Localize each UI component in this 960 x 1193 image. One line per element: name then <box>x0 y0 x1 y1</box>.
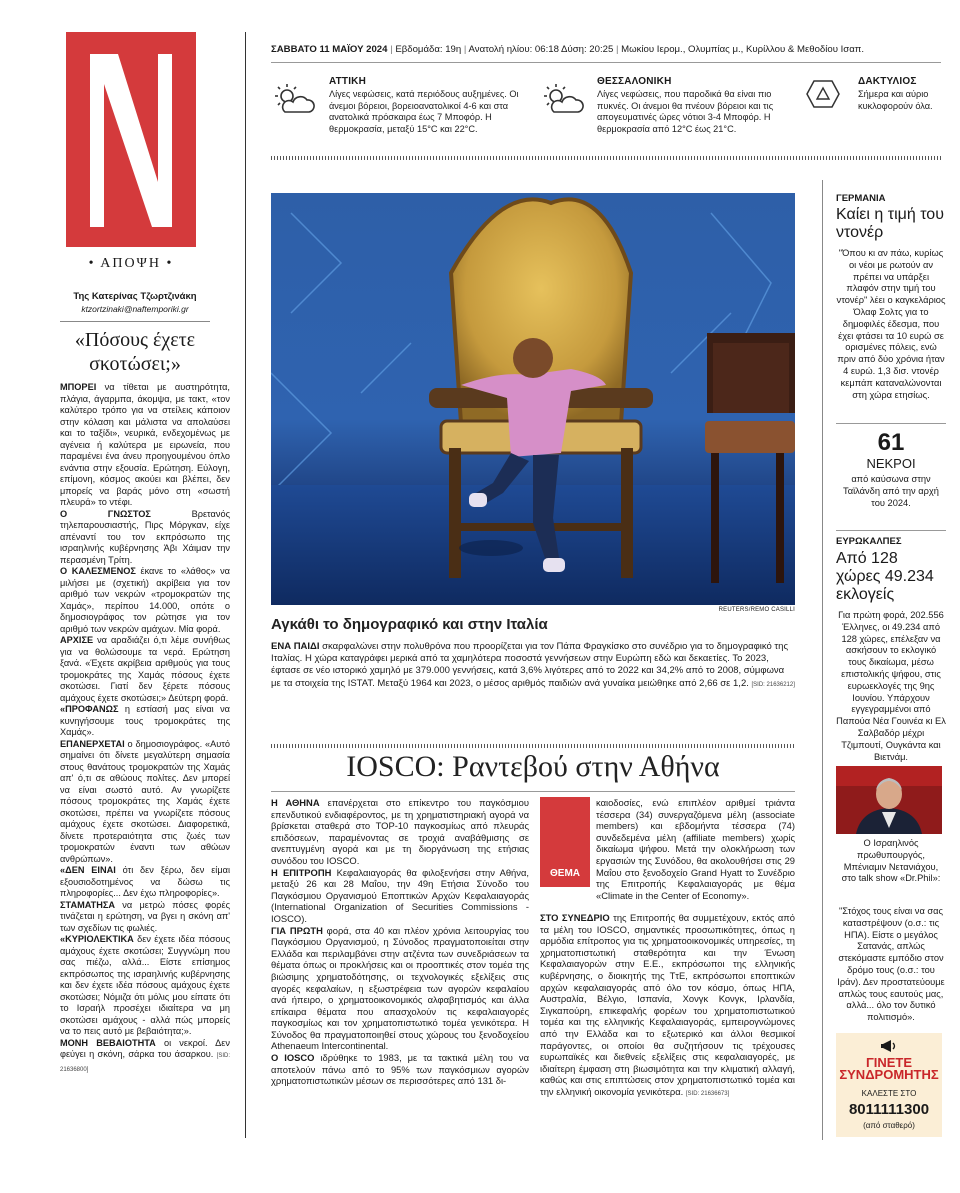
dead-text: από καύσωνα στην Ταϊλάνδη από την αρχή του 2024. <box>843 474 939 508</box>
iosco-column-1 <box>271 797 529 1087</box>
netanyahu-quote: "Στόχος τους είναι να σας καταστρέψουν (ο.σ.: τις ΗΠΑ). Είστε ο μεγάλος Σατανάς, απλώς στεκόμαστε εμπόδιο στον δρόμο τους (ο.σ.: του Ιράν). Δεν προστατεύουμε απλώς τους εαυτούς μας, αλλά... όλο τον δυτικό πολιτισμό». <box>837 906 945 1023</box>
subscribe-note: (από σταθερό) <box>863 1121 915 1130</box>
photo-child-on-chair <box>271 193 795 605</box>
subscribe-call: ΚΑΛΕΣΤΕ ΣΤΟ <box>861 1089 917 1098</box>
section-label: • ΑΠΟΨΗ • <box>88 256 174 271</box>
reference-id: [SID: 21636673] <box>685 1090 730 1097</box>
weather-text: Σήμερα και αύριο κυκλοφορούν όλα. <box>858 89 933 111</box>
germany-title: Καίει η τιμή του ντονέρ <box>836 206 944 241</box>
paragraph-lead: Ο IOSCO <box>271 1052 315 1064</box>
netanyahu-portrait <box>836 766 942 834</box>
iosco-column-2 <box>540 912 795 1101</box>
paragraph <box>60 739 230 866</box>
paragraph-text: ότι δεν ξέρω, δεν είμαι εξουσιοδοτημένος να δώσω τις πληροφορίες... Δεν έχω πληροφορίες». <box>60 865 230 898</box>
photo-credit: REUTERS/REMO CASILLI <box>718 607 795 613</box>
delta-sign-icon <box>805 79 841 109</box>
paragraph-text: φορά, στα 40 και πλέον χρόνια λειτουργίας του Παγκόσμιου Οργανισμού, η Σύνοδος πραγματοποιείται στην Ελλάδα και περιλαμβάνει στην ατζέντα των συνεδριάσεων τα θέματα όπως οι προκλήσεις και οι προοπτικές στον τομέα της βιώσιμης χρηματοδότησης, οι τεχνολογικές εξελίξεις στις αγορές κεφαλαίων, η εξωστρέφεια των αγορών κεφαλαίου ανά ήπειρο, ο χρηματοοικονομικός αλφαβητισμός και άλλα επίκαιρα θέματα που απασχολούν τις κεφαλαιαγορές παγκοσμίως και τον χρηματοπιστωτικό τομέα γενικότερα. Η Σύνοδος θα πραγματοποιηθεί στους χώρους του ξενοδοχείου Athenaeum Intercontinental. <box>271 924 529 1052</box>
paragraph-lead: ΣΤΑΜΑΤΗΣΑ <box>60 899 115 910</box>
opinion-title: «Πόσους έχετε σκοτώσει;» <box>74 329 196 375</box>
paragraph-lead: ΣΤΟ ΣΥΝΕΔΡΙΟ <box>540 912 610 923</box>
euroelections-kicker: ΕΥΡΩΚΑΛΠΕΣ <box>836 536 902 547</box>
partly-cloudy-icon <box>540 82 584 116</box>
paragraph-text: έκανε το «λάθος» να μιλήσει με (σχετική) ακρίβεια για τον αριθμό των νεκρών «τρομοκρατών της Χαμάς», περίπου 14.000, οπότε ο δημοσιογράφος τον ρώτησε για τον αριθμό των νεκρών αμάχων. Μία φορά. <box>60 566 230 634</box>
main-photo <box>271 193 795 605</box>
subscribe-title-1: ΓΙΝΕΤΕ <box>865 1055 913 1070</box>
subscribe-box[interactable] <box>836 1033 942 1137</box>
italy-ref: [SID: 21636212] <box>751 681 795 688</box>
weather-text: Λίγες νεφώσεις, που παροδικά θα είναι πιο πυκνές. Οι άνεμοι θα πνέουν βόρειοι και τις απογευματινές ώρες νότιοι 3-4 Μποφόρ. Η θερμοκρασία από 12°C έως 21°C. <box>597 89 774 134</box>
weather-attica <box>271 76 521 156</box>
opinion-body <box>60 382 230 1076</box>
namedays: Μωκίου Ιερομ., Ολυμπίας μ., Κυρίλλου & Μεθοδίου Ισαπ. <box>621 44 865 55</box>
italy-text <box>271 641 795 691</box>
paragraph-text: της Επιτροπής θα συμμετέχουν, εκτός από τα μέλη του IOSCO, σημαντικές προσωπικότητες, όπως η αρμόδια επίτροπος για τις χρηματοοικονομικές υπηρεσίες, τη χρηματοπιστωτική σταθερότητα και την Ένωση Κεφαλαιαγορών στην Ε.Ε., εκπρόσωποι της ελληνικής κυβέρνησης, ο διοικητής της ΤτΕ, εκπρόσωποι εποπτικών αρχών κεφαλαιαγοράς από όλο τον κόσμο, όπως ΗΠΑ, Αυστραλία, Βέλγιο, Ισπανία, Χονγκ Κονγκ, Ιρλανδία, Σιγκαπούρη, επικεφαλής φορέων του χρηματοπιστωτικού τομέα και της ελληνικής Κεφαλαιαγοράς, εμπειρογνώμονες από την Ελλάδα και το εξωτερικό και άλλοι θεσμικοί παράγοντες, οι οποίοι θα συζητήσουν τις τρέχουσες ευρωπαϊκές και διεθνείς εξελίξεις στις κεφαλαιαγορές, με ιδιαίτερη έμφαση στη βιωσιμότητα και την κλιματική αλλαγή, καθώς και στις επιπτώσεις στον χρηματοπιστωτικό τομέα και την ελληνική οικονομία γενικότερα. <box>540 912 795 1097</box>
paragraph-lead: Η ΕΠΙΤΡΟΠΗ <box>271 866 332 878</box>
subscribe-title-2: ΣΥΝΔΡΟΜΗΤΗΣ <box>839 1067 939 1082</box>
paragraph-lead: «ΔΕΝ ΕΙΝΑΙ <box>60 865 116 875</box>
iosco-column-2-top: καιοδοσίες, ενώ επιπλέον αριθμεί τριάντα τέσσερα (34) συνεργαζόμενα μέλη (associate members) και εβδομήντα τέσσερα (74) συνδεδεμένα μέλη (affiliate members) χωρίς δικαίωμα ψήφου. Μετά την ολοκλήρωση των εργασιών της Συνόδου, θα ακολουθήσει στις 29 Μαΐου στο ξενοδοχείο Grand Hyatt το Συνέδριο της Επιτροπής Κεφαλαιαγοράς με θέμα «Climate in the Center of Economy». <box>596 797 795 901</box>
author-email[interactable]: ktzortzinaki@naftemporiki.gr <box>81 304 189 314</box>
paragraph <box>60 509 230 567</box>
paragraph-text: ιδρύθηκε το 1983, με τα τακτικά μέλη του να αποτελούν πάνω από το 95% των παγκόσμιων αγορών χρηματοπιστωτικών μέσων σε περισσότερες από 131 δι- <box>271 1052 530 1087</box>
paragraph-text: επανέρχεται στο επίκεντρο του παγκόσμιου επενδυτικού ενδιαφέροντος, με τη χρηματιστηριακή αγορά να βρίσκεται σταθερά στο TOP-10 παγκοσμίως από πλευράς επιδόσεων, παραμένοντας σε τροχιά αναβάθμισης σε ανεπτυγμένη αγορά και με τη διοργάνωση της ετήσιας συνόδου του IOSCO. <box>271 797 529 866</box>
byline: Της Κατερίνας Τζωρτζινάκη <box>73 291 197 302</box>
netanyahu-caption: Ο Ισραηλινός πρωθυπουργός, Μπένιαμιν Νετανιάχου, στο talk show «Dr.Phil»: <box>841 838 941 884</box>
dead-label: ΝΕΚΡΟΙ <box>866 456 916 471</box>
paragraph-text: Βρετανός τηλεπαρουσιαστής, Πιρς Μόργκαν, είχε απέναντί του τον εκπρόσωπο της ισραηλινής κυβέρνησης Άβι Χάιμαν την περασμένη Τρίτη. <box>60 508 230 565</box>
paragraph <box>60 382 230 509</box>
paragraph-text: να αραδιάζει ό,τι λέμε συνήθως για να θολώσουμε τα νερά. Ερώτηση ξανά. «Έχετε ακρίβεια αριθμούς για τους τρομοκράτες της Χαμάς πόσους έχετε σκοτώσει. Γιατί δεν ξέρετε πόσους αμάχους έχετε σκοτώσει;» Δεύτερη φορά. <box>60 635 230 703</box>
partly-cloudy-icon <box>271 82 315 116</box>
paragraph-text: να τίθεται με αυστηρότητα, πλάγια, άγαρμπα, άκομψα, με τακτ, «τον καλύτερο τρόπο για να στείλεις κάποιον στην κόλαση και μάλιστα να απολαύσει και το ταξίδι», νευρικά, ενδεχομένως με αγένεια ή καλύτερα με ειρωνεία, που παραμένει ένα άνευ προηγουμένου όπλο ενάντια στην εξουσία. Ερώτηση. Εύλογη, επίμονη, κόσμος ακούει και βλέπει, δεν μπορείς να βαράς μόνο στη «σωστή πλευρά» το ντέφι. <box>60 382 230 507</box>
date-strip: ΣΑΒΒΑΤΟ 11 ΜΑΪΟΥ 2024 | Εβδομάδα: 19η | Ανατολή ηλίου: 06:18 Δύση: 20:25 | Μωκίου Ιερομ., Ολυμπίας μ., Κυρίλλου & Μεθοδίου Ισαπ. <box>271 44 865 55</box>
italy-body: σκαρφαλώνει στην πολυθρόνα που προορίζεται για τον Πάπα Φραγκίσκο στο συνέδριο για το δημογραφικό της Ιταλίας. Η χώρα καταγράφει μερικά από τα χαμηλότερα ποσοστά γεννήσεων στην Ευρώπη εδώ και δεκαετίες. Το 2023, έφτασε σε νέο ιστορικό χαμηλό με 379.000 γεννήσεις, κατά 3,6% λιγότερες από το 2022 και 34,2% από το 2008, σύμφωνα με τα στοιχεία της ISTAT. Μεταξύ 1964 και 2023, ο μέσος αριθμός παιδιών ανά γυναίκα μειώθηκε από 2,66 σε 1,2. <box>271 641 789 689</box>
paragraph-lead: ΑΡΧΙΣΕ <box>60 635 94 645</box>
iosco-title: IOSCO: Ραντεβού στην Αθήνα <box>346 750 720 783</box>
euroelections-text: Για πρώτη φορά, 202.556 Έλληνες, οι 49.234 από 128 χώρες, επέλεξαν να ασκήσουν το εκλογικό τους δικαίωμα, μέσω επιστολικής ψήφου, στις ευρωεκλογές της 9ης Ιουνίου. Υπάρχουν εγγεγραμμένοι από Παπούα Νέα Γουινέα κι Ελ Σαλβαδόρ μέχρι Τζιμπουτί, Ουγκάντα και Βιετνάμ. <box>836 610 946 762</box>
germany-block <box>836 193 946 401</box>
netanyahu-photo <box>836 766 942 834</box>
paragraph-lead: Ο ΚΑΛΕΣΜΕΝΟΣ <box>60 566 136 576</box>
week: Εβδομάδα: 19η <box>395 44 462 55</box>
paragraph-text: οι νεκροί. Δεν φεύγει η σκόνη, σάρκα του άσαρκου. <box>60 1037 231 1059</box>
paragraph-lead: Η ΑΘΗΝΑ <box>271 797 320 808</box>
theme-badge-label: ΘΕΜΑ <box>550 868 580 879</box>
paragraph <box>271 925 529 1053</box>
euroelections-block <box>836 536 946 763</box>
date: ΣΑΒΒΑΤΟ 11 ΜΑΪΟΥ 2024 <box>271 44 388 55</box>
weather-ring <box>805 76 945 136</box>
paragraph-text: Κεφαλαιαγοράς θα φιλοξενήσει στην Αθήνα, μεταξύ 26 και 28 Μαΐου, την 49η Ετήσια Σύνοδο του Παγκόσμιου Οργανισμού Εποπτικών Αρχών Κεφαλαιαγοράς (International Organization of Securities Commissions - IOSCO). <box>271 866 529 924</box>
italy-lead: ΕΝΑ ΠΑΙΔΙ <box>271 641 320 652</box>
euroelections-title: Από 128 χώρες 49.234 εκλογείς <box>836 550 934 603</box>
paragraph-text: ο δημοσιογράφος. «Αυτό σημαίνει ότι δίνετε μεγαλύτερη σημασία στους θανάτους τρομοκρατών της Χαμάς απ' ό,τι σε αθώους πολίτες. Δεν μπορεί να είναι σωστό αυτό. Αν γνωρίζετε πόσους τρομοκράτες της Χαμάς έχετε σκοτώσει, πρέπει να γνωρίζετε πόσους αμάχους έχετε σκοτώσει. Διαφορετικά, δίνετε προτεραιότητα στις ζωές των τρομοκρατών έναντι των αθώων ανθρώπων». <box>60 738 230 864</box>
paragraph-text: δεν έχετε ιδέα πόσους αμάχους έχετε σκοτώσει; Συγγνώμη που σας πιέζω, αλλά... Είστε επίσημος εκπρόσωπος της ισραηλινής κυβέρνησης και δεν έχετε ιδέα πόσους αμάχους έχετε σκοτώσει; Νόμιζα ότι μόλις μου είπατε ότι το Ισραήλ προσέχει ιδιαίτερα να μη σκοτώσει αμάχους - αλλά πώς μπορείς να το πεις αυτό με βεβαιότητα;». <box>60 934 230 1036</box>
megaphone-icon <box>880 1037 898 1055</box>
sun-times: Ανατολή ηλίου: 06:18 Δύση: 20:25 <box>468 44 614 55</box>
paragraph-text: η εστίασή μας είναι να κυνηγήσουμε τους τρομοκράτες της Χαμάς». <box>60 704 230 737</box>
subscribe-phone[interactable]: 8011111300 <box>848 1101 930 1118</box>
paragraph <box>271 867 529 925</box>
reference-id: [SID: 21636800] <box>60 1053 230 1073</box>
paragraph-lead: «ΚΥΡΙΟΛΕΚΤΙΚΑ <box>60 934 134 944</box>
paragraph <box>60 865 230 900</box>
paragraph <box>60 566 230 635</box>
weather-region: ΑΤΤΙΚΗ <box>329 76 367 87</box>
masthead-logo <box>66 32 196 247</box>
paragraph <box>60 635 230 704</box>
n-logo-icon <box>66 32 196 247</box>
paragraph <box>540 912 795 1101</box>
paragraph <box>60 934 230 1038</box>
dead-stat <box>836 430 946 509</box>
germany-kicker: ΓΕΡΜΑΝΙΑ <box>836 193 886 204</box>
paragraph <box>60 1038 230 1077</box>
paragraph-lead: ΕΠΑΝΕΡΧΕΤΑΙ <box>60 738 125 749</box>
weather-region: ΘΕΣΣΑΛΟΝΙΚΗ <box>597 76 672 87</box>
paragraph-lead: Ο ΓΝΩΣΤΟΣ <box>60 508 151 519</box>
paragraph-text: να μετρώ πόσες φορές τινάζεται η ερώτηση, να βγει η σκόνη απ' των σχεδίων τις φωλιές. <box>60 899 230 933</box>
weather-thessaloniki <box>540 76 790 156</box>
dead-number: 61 <box>877 429 905 456</box>
paragraph <box>60 900 230 935</box>
paragraph <box>60 704 230 739</box>
paragraph-lead: ΜΟΝΗ ΒΕΒΑΙΟΤΗΤΑ <box>60 1037 156 1048</box>
paragraph-lead: ΜΠΟΡΕΙ <box>60 382 97 392</box>
weather-region: ΔΑΚΤΥΛΙΟΣ <box>858 76 917 87</box>
weather-text: Λίγες νεφώσεις, κατά περιόδους αυξημένες. Οι άνεμοι βόρειοι, βορειοανατολικοί 4-6 και στα ανατολικά πρόσκαιρα έως 7 Μποφόρ. Η θερμοκρασία, μεταξύ 15°C και 22°C. <box>329 89 519 134</box>
paragraph-lead: ΓΙΑ ΠΡΩΤΗ <box>271 924 323 936</box>
paragraph <box>271 797 529 867</box>
paragraph-lead: «ΠΡΟΦΑΝΩΣ <box>60 704 119 714</box>
germany-text: "Όπου κι αν πάω, κυρίως οι νέοι με ρωτούν αν πρέπει να υπάρξει πλαφόν στην τιμή του ντονέρ" λέει ο καγκελάριος Όλαφ Σολτς για το δημοφιλές έδεσμα, που έχει φτάσει τα 10 ευρώ σε ορισμένες πόλεις, ενώ πριν από δύο χρόνια ήταν 4 ευρώ. 1,3 δισ. ντονέρ κεμπάπ καταναλώνονται στη χώρα ετησίως. <box>836 248 946 400</box>
paragraph <box>271 1052 529 1087</box>
italy-title: Αγκάθι το δημογραφικό και στην Ιταλία <box>271 616 548 633</box>
theme-badge <box>540 797 590 887</box>
